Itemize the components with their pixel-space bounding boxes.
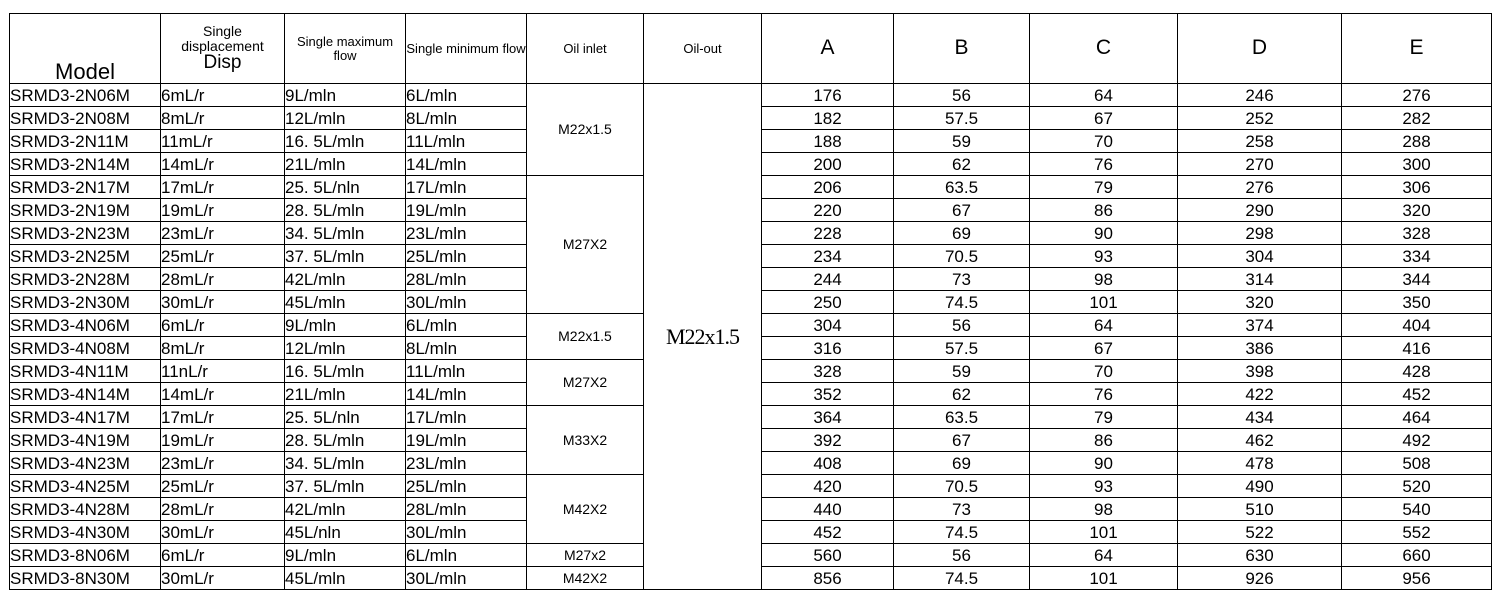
min-flow-cell: 23L/mln (406, 222, 527, 245)
dim-b-cell: 57.5 (894, 337, 1030, 360)
dim-c-cell: 67 (1030, 107, 1178, 130)
dim-a-cell: 176 (762, 84, 894, 107)
displacement-cell: 14mL/r (161, 153, 285, 176)
max-flow-cell: 9L/mln (285, 314, 406, 337)
model-cell: SRMD3-2N19M (10, 199, 161, 222)
min-flow-cell: 14L/mln (406, 383, 527, 406)
header-dim-d: D (1178, 14, 1342, 84)
spec-table (9, 13, 1492, 590)
dim-e-cell: 452 (1342, 383, 1492, 406)
displacement-cell: 6mL/r (161, 314, 285, 337)
header-displacement-top: Single displacement (181, 22, 264, 54)
displacement-cell: 25mL/r (161, 475, 285, 498)
dim-c-cell: 101 (1030, 291, 1178, 314)
header-oil-inlet: Oil inlet (527, 14, 644, 84)
dim-b-cell: 67 (894, 199, 1030, 222)
dim-e-cell: 520 (1342, 475, 1492, 498)
dim-e-cell: 276 (1342, 84, 1492, 107)
header-dim-a: A (762, 14, 894, 84)
min-flow-cell: 19L/mln (406, 429, 527, 452)
header-displacement-bottom: Disp (203, 52, 242, 74)
dim-c-cell: 101 (1030, 567, 1178, 590)
oil-inlet-cell: M27X2 (527, 176, 644, 314)
min-flow-cell: 17L/mln (406, 406, 527, 429)
dim-b-cell: 73 (894, 268, 1030, 291)
dim-d-cell: 478 (1178, 452, 1342, 475)
displacement-cell: 19mL/r (161, 199, 285, 222)
dim-a-cell: 856 (762, 567, 894, 590)
dim-b-cell: 70.5 (894, 475, 1030, 498)
dim-e-cell: 288 (1342, 130, 1492, 153)
oil-inlet-cell: M22x1.5 (527, 84, 644, 176)
model-cell: SRMD3-4N17M (10, 406, 161, 429)
dim-d-cell: 630 (1178, 544, 1342, 567)
dim-a-cell: 316 (762, 337, 894, 360)
max-flow-cell: 42L/mln (285, 268, 406, 291)
dim-e-cell: 320 (1342, 199, 1492, 222)
model-cell: SRMD3-2N17M (10, 176, 161, 199)
dim-b-cell: 73 (894, 498, 1030, 521)
dim-e-cell: 344 (1342, 268, 1492, 291)
dim-e-cell: 328 (1342, 222, 1492, 245)
dim-d-cell: 926 (1178, 567, 1342, 590)
dim-d-cell: 290 (1178, 199, 1342, 222)
displacement-cell: 23mL/r (161, 222, 285, 245)
dim-c-cell: 67 (1030, 337, 1178, 360)
displacement-cell: 8mL/r (161, 107, 285, 130)
max-flow-cell: 21L/mln (285, 153, 406, 176)
model-cell: SRMD3-2N08M (10, 107, 161, 130)
oil-inlet-cell: M27x2 (527, 544, 644, 567)
model-cell: SRMD3-2N28M (10, 268, 161, 291)
dim-e-cell: 956 (1342, 567, 1492, 590)
min-flow-cell: 30L/mln (406, 291, 527, 314)
min-flow-cell: 11L/mln (406, 130, 527, 153)
max-flow-cell: 37. 5L/mln (285, 245, 406, 268)
model-cell: SRMD3-4N14M (10, 383, 161, 406)
dim-d-cell: 462 (1178, 429, 1342, 452)
dim-e-cell: 508 (1342, 452, 1492, 475)
dim-d-cell: 490 (1178, 475, 1342, 498)
dim-d-cell: 398 (1178, 360, 1342, 383)
displacement-cell: 28mL/r (161, 268, 285, 291)
dim-c-cell: 76 (1030, 153, 1178, 176)
dim-e-cell: 540 (1342, 498, 1492, 521)
dim-e-cell: 306 (1342, 176, 1492, 199)
dim-a-cell: 352 (762, 383, 894, 406)
max-flow-cell: 45L/mln (285, 567, 406, 590)
header-dim-b: B (894, 14, 1030, 84)
dim-a-cell: 182 (762, 107, 894, 130)
max-flow-cell: 45L/nln (285, 521, 406, 544)
dim-e-cell: 282 (1342, 107, 1492, 130)
model-cell: SRMD3-4N06M (10, 314, 161, 337)
model-cell: SRMD3-8N06M (10, 544, 161, 567)
dim-a-cell: 304 (762, 314, 894, 337)
dim-a-cell: 206 (762, 176, 894, 199)
displacement-cell: 19mL/r (161, 429, 285, 452)
dim-d-cell: 276 (1178, 176, 1342, 199)
displacement-cell: 11mL/r (161, 130, 285, 153)
header-model: Model (10, 14, 161, 84)
max-flow-cell: 9L/mln (285, 544, 406, 567)
dim-c-cell: 79 (1030, 406, 1178, 429)
max-flow-cell: 25. 5L/nln (285, 176, 406, 199)
model-cell: SRMD3-2N06M (10, 84, 161, 107)
model-cell: SRMD3-4N25M (10, 475, 161, 498)
displacement-cell: 6mL/r (161, 544, 285, 567)
model-cell: SRMD3-4N08M (10, 337, 161, 360)
dim-a-cell: 420 (762, 475, 894, 498)
header-min-flow: Single minimum flow (406, 14, 527, 84)
dim-a-cell: 392 (762, 429, 894, 452)
dim-e-cell: 416 (1342, 337, 1492, 360)
dim-d-cell: 252 (1178, 107, 1342, 130)
dim-d-cell: 258 (1178, 130, 1342, 153)
dim-c-cell: 70 (1030, 130, 1178, 153)
dim-c-cell: 93 (1030, 475, 1178, 498)
header-displacement (161, 14, 285, 84)
dim-b-cell: 63.5 (894, 176, 1030, 199)
displacement-cell: 23mL/r (161, 452, 285, 475)
dim-e-cell: 334 (1342, 245, 1492, 268)
max-flow-cell: 42L/mln (285, 498, 406, 521)
oil-inlet-cell: M22x1.5 (527, 314, 644, 360)
max-flow-cell: 9L/mln (285, 84, 406, 107)
min-flow-cell: 19L/mln (406, 199, 527, 222)
displacement-cell: 30mL/r (161, 567, 285, 590)
max-flow-cell: 28. 5L/mln (285, 429, 406, 452)
dim-a-cell: 328 (762, 360, 894, 383)
header-dim-e: E (1342, 14, 1492, 84)
displacement-cell: 14mL/r (161, 383, 285, 406)
max-flow-cell: 45L/mln (285, 291, 406, 314)
oil-inlet-cell: M33X2 (527, 406, 644, 475)
dim-d-cell: 314 (1178, 268, 1342, 291)
dim-a-cell: 220 (762, 199, 894, 222)
dim-e-cell: 492 (1342, 429, 1492, 452)
min-flow-cell: 6L/mln (406, 544, 527, 567)
dim-d-cell: 246 (1178, 84, 1342, 107)
max-flow-cell: 16. 5L/mln (285, 130, 406, 153)
dim-b-cell: 63.5 (894, 406, 1030, 429)
dim-b-cell: 56 (894, 84, 1030, 107)
dim-c-cell: 79 (1030, 176, 1178, 199)
max-flow-cell: 21L/mln (285, 383, 406, 406)
displacement-cell: 17mL/r (161, 176, 285, 199)
dim-d-cell: 434 (1178, 406, 1342, 429)
dim-a-cell: 440 (762, 498, 894, 521)
header-max-flow: Single maximum flow (285, 14, 406, 84)
min-flow-cell: 23L/mln (406, 452, 527, 475)
table-body (10, 84, 1492, 590)
dim-a-cell: 228 (762, 222, 894, 245)
dim-e-cell: 404 (1342, 314, 1492, 337)
dim-b-cell: 59 (894, 130, 1030, 153)
dim-b-cell: 56 (894, 314, 1030, 337)
min-flow-cell: 17L/mln (406, 176, 527, 199)
max-flow-cell: 25. 5L/nln (285, 406, 406, 429)
min-flow-cell: 30L/mln (406, 567, 527, 590)
min-flow-cell: 30L/mln (406, 521, 527, 544)
dim-b-cell: 69 (894, 452, 1030, 475)
dim-b-cell: 57.5 (894, 107, 1030, 130)
header-row (10, 14, 1492, 84)
model-cell: SRMD3-4N19M (10, 429, 161, 452)
dim-a-cell: 560 (762, 544, 894, 567)
displacement-cell: 28mL/r (161, 498, 285, 521)
dim-c-cell: 64 (1030, 544, 1178, 567)
min-flow-cell: 11L/mln (406, 360, 527, 383)
max-flow-cell: 12L/mln (285, 337, 406, 360)
min-flow-cell: 28L/mln (406, 268, 527, 291)
dim-c-cell: 93 (1030, 245, 1178, 268)
min-flow-cell: 6L/mln (406, 84, 527, 107)
dim-c-cell: 76 (1030, 383, 1178, 406)
dim-e-cell: 350 (1342, 291, 1492, 314)
dim-d-cell: 270 (1178, 153, 1342, 176)
dim-c-cell: 98 (1030, 498, 1178, 521)
header-dim-c: C (1030, 14, 1178, 84)
max-flow-cell: 34. 5L/mln (285, 222, 406, 245)
displacement-cell: 30mL/r (161, 291, 285, 314)
dim-a-cell: 250 (762, 291, 894, 314)
dim-a-cell: 234 (762, 245, 894, 268)
max-flow-cell: 12L/mln (285, 107, 406, 130)
model-cell: SRMD3-4N23M (10, 452, 161, 475)
dim-c-cell: 64 (1030, 314, 1178, 337)
displacement-cell: 25mL/r (161, 245, 285, 268)
dim-b-cell: 74.5 (894, 521, 1030, 544)
dim-d-cell: 386 (1178, 337, 1342, 360)
dim-e-cell: 464 (1342, 406, 1492, 429)
oil-inlet-cell: M27X2 (527, 360, 644, 406)
dim-b-cell: 59 (894, 360, 1030, 383)
oil-inlet-cell: M42X2 (527, 475, 644, 544)
header-oil-out: Oil-out (644, 14, 762, 84)
dim-e-cell: 660 (1342, 544, 1492, 567)
dim-c-cell: 86 (1030, 429, 1178, 452)
dim-b-cell: 74.5 (894, 567, 1030, 590)
dim-c-cell: 101 (1030, 521, 1178, 544)
dim-c-cell: 86 (1030, 199, 1178, 222)
dim-d-cell: 522 (1178, 521, 1342, 544)
max-flow-cell: 28. 5L/mln (285, 199, 406, 222)
dim-e-cell: 300 (1342, 153, 1492, 176)
dim-d-cell: 320 (1178, 291, 1342, 314)
dim-b-cell: 74.5 (894, 291, 1030, 314)
oil-inlet-cell: M42X2 (527, 567, 644, 590)
max-flow-cell: 16. 5L/mln (285, 360, 406, 383)
max-flow-cell: 34. 5L/mln (285, 452, 406, 475)
dim-d-cell: 422 (1178, 383, 1342, 406)
dim-c-cell: 90 (1030, 452, 1178, 475)
dim-d-cell: 374 (1178, 314, 1342, 337)
dim-c-cell: 90 (1030, 222, 1178, 245)
dim-a-cell: 364 (762, 406, 894, 429)
dim-b-cell: 56 (894, 544, 1030, 567)
dim-c-cell: 70 (1030, 360, 1178, 383)
dim-e-cell: 552 (1342, 521, 1492, 544)
dim-c-cell: 98 (1030, 268, 1178, 291)
dim-a-cell: 188 (762, 130, 894, 153)
displacement-cell: 30mL/r (161, 521, 285, 544)
displacement-cell: 8mL/r (161, 337, 285, 360)
dim-c-cell: 64 (1030, 84, 1178, 107)
table-row (10, 84, 1492, 107)
dim-a-cell: 200 (762, 153, 894, 176)
dim-d-cell: 304 (1178, 245, 1342, 268)
dim-b-cell: 62 (894, 383, 1030, 406)
min-flow-cell: 25L/mln (406, 245, 527, 268)
model-cell: SRMD3-2N30M (10, 291, 161, 314)
model-cell: SRMD3-4N28M (10, 498, 161, 521)
dim-b-cell: 62 (894, 153, 1030, 176)
dim-a-cell: 244 (762, 268, 894, 291)
dim-b-cell: 69 (894, 222, 1030, 245)
dim-d-cell: 510 (1178, 498, 1342, 521)
dim-e-cell: 428 (1342, 360, 1492, 383)
dim-b-cell: 67 (894, 429, 1030, 452)
max-flow-cell: 37. 5L/mln (285, 475, 406, 498)
dim-d-cell: 298 (1178, 222, 1342, 245)
displacement-cell: 17mL/r (161, 406, 285, 429)
dim-b-cell: 70.5 (894, 245, 1030, 268)
model-cell: SRMD3-2N11M (10, 130, 161, 153)
min-flow-cell: 6L/mln (406, 314, 527, 337)
model-cell: SRMD3-4N11M (10, 360, 161, 383)
min-flow-cell: 8L/mln (406, 107, 527, 130)
dim-a-cell: 452 (762, 521, 894, 544)
min-flow-cell: 28L/mln (406, 498, 527, 521)
oil-out-cell: M22x1.5 (644, 84, 762, 590)
displacement-cell: 11nL/r (161, 360, 285, 383)
min-flow-cell: 8L/mln (406, 337, 527, 360)
model-cell: SRMD3-2N25M (10, 245, 161, 268)
model-cell: SRMD3-4N30M (10, 521, 161, 544)
displacement-cell: 6mL/r (161, 84, 285, 107)
model-cell: SRMD3-2N23M (10, 222, 161, 245)
model-cell: SRMD3-8N30M (10, 567, 161, 590)
min-flow-cell: 14L/mln (406, 153, 527, 176)
model-cell: SRMD3-2N14M (10, 153, 161, 176)
dim-a-cell: 408 (762, 452, 894, 475)
min-flow-cell: 25L/mln (406, 475, 527, 498)
